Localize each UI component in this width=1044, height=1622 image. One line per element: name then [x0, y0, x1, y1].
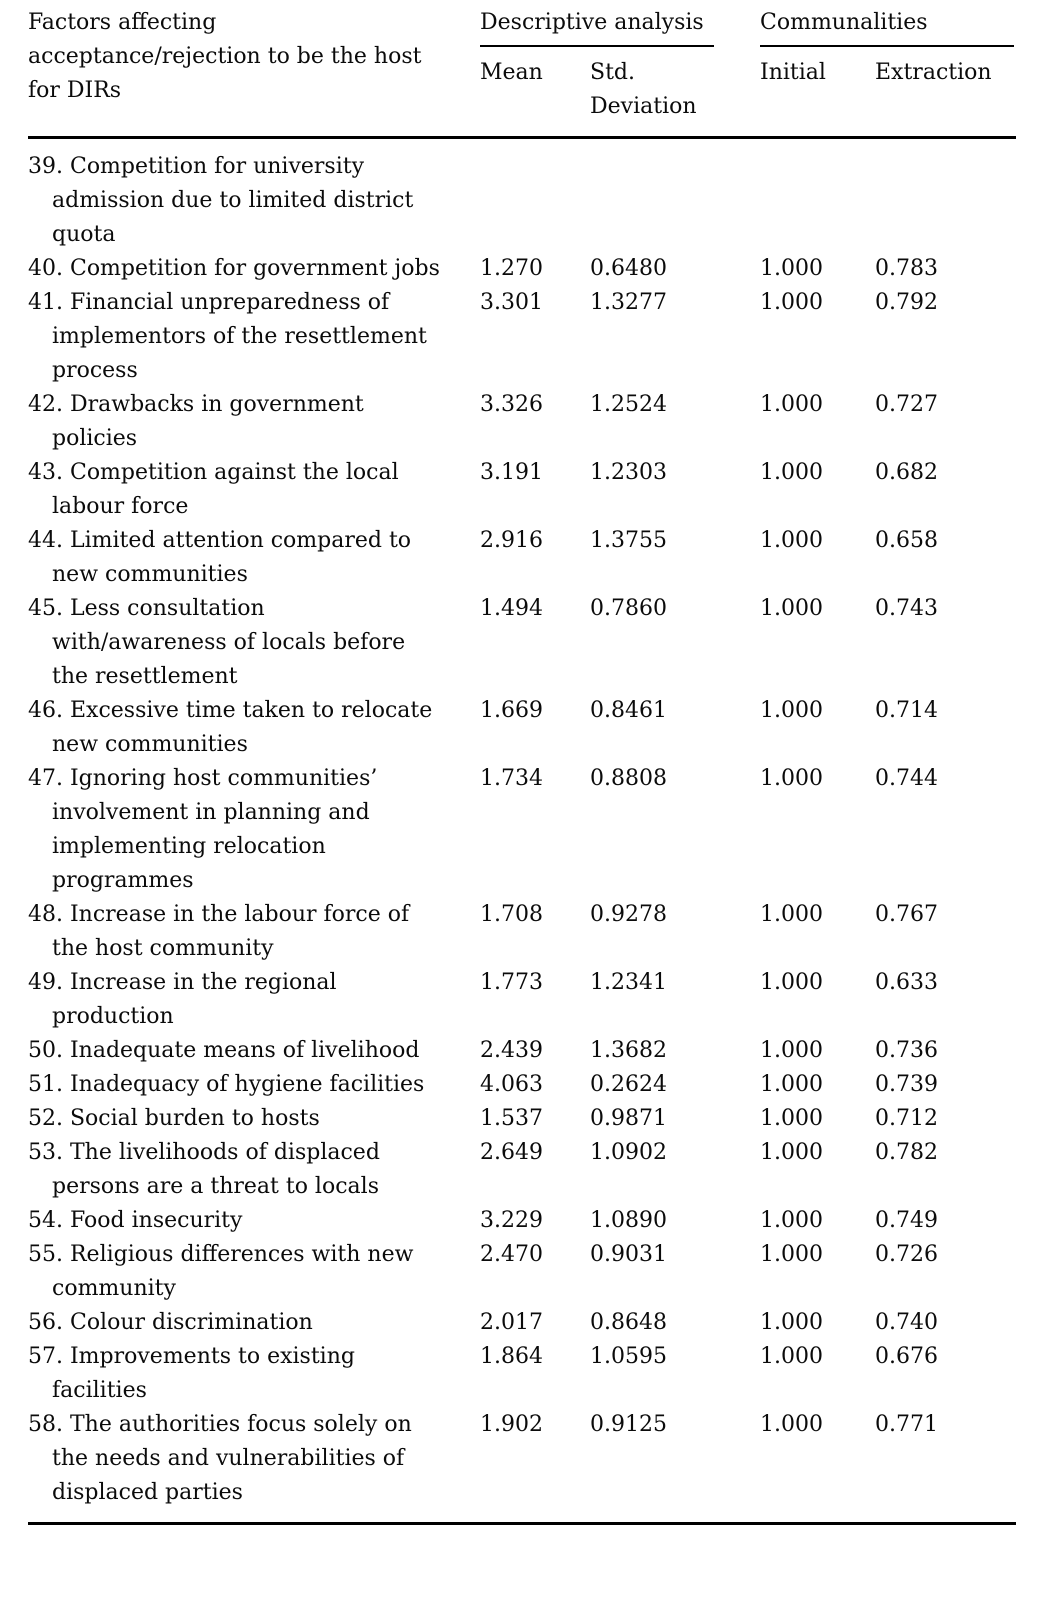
mean-cell: 1.708	[480, 902, 543, 927]
table-row	[28, 524, 1016, 592]
mean-cell: 4.063	[480, 1072, 543, 1097]
table-row	[28, 1408, 1016, 1524]
group-header-row	[28, 6, 1016, 47]
std-deviation-cell: 1.0595	[590, 1344, 667, 1369]
factor-cell: 48. Increase in the labour force of the host community	[28, 902, 410, 961]
std-deviation-cell: 0.2624	[590, 1072, 667, 1097]
initial-cell: 1.000	[760, 970, 823, 995]
std-deviation-cell: 1.2303	[590, 460, 667, 485]
factor-cell: 45. Less consultation with/awareness of locals before the resettlement	[28, 596, 406, 689]
extraction-cell: 0.767	[875, 902, 938, 927]
table-row	[28, 286, 1016, 388]
mean-cell: 3.326	[480, 392, 543, 417]
mean-cell: 1.270	[480, 256, 543, 281]
extraction-cell: 0.749	[875, 1208, 938, 1233]
factor-cell: 40. Competition for government jobs	[28, 256, 440, 281]
mean-cell: 1.494	[480, 596, 543, 621]
initial-cell: 1.000	[760, 766, 823, 791]
initial-cell: 1.000	[760, 1038, 823, 1063]
initial-cell: 1.000	[760, 1208, 823, 1233]
factor-cell: 46. Excessive time taken to relocate new communities	[28, 698, 433, 757]
factor-cell: 43. Competition against the local labour force	[28, 460, 399, 519]
extraction-cell: 0.633	[875, 970, 938, 995]
table-body	[28, 138, 1016, 1524]
column-header-initial: Initial	[760, 47, 875, 138]
group-header-descriptive-label: Descriptive analysis	[480, 6, 714, 47]
std-deviation-cell: 1.3682	[590, 1038, 667, 1063]
column-header-extraction: Extraction	[875, 47, 1016, 138]
factor-cell: 41. Financial unpreparedness of implementors of the resettlement process	[28, 290, 427, 383]
table-row	[28, 694, 1016, 762]
extraction-cell: 0.658	[875, 528, 938, 553]
mean-cell: 2.916	[480, 528, 543, 553]
std-deviation-cell: 1.2524	[590, 392, 667, 417]
group-header-communalities-label: Communalities	[760, 6, 1014, 47]
factor-cell: 55. Religious differences with new community	[28, 1242, 414, 1301]
mean-cell: 3.301	[480, 290, 543, 315]
table-row	[28, 1102, 1016, 1136]
initial-cell: 1.000	[760, 1242, 823, 1267]
std-deviation-cell: 1.3277	[590, 290, 667, 315]
table-row	[28, 1238, 1016, 1306]
std-deviation-cell: 0.8461	[590, 698, 667, 723]
mean-cell: 1.773	[480, 970, 543, 995]
mean-cell	[480, 138, 590, 253]
extraction-cell: 0.676	[875, 1344, 938, 1369]
initial-cell: 1.000	[760, 256, 823, 281]
std-deviation-cell: 0.7860	[590, 596, 667, 621]
table-row	[28, 456, 1016, 524]
table-row	[28, 898, 1016, 966]
extraction-cell: 0.743	[875, 596, 938, 621]
mean-cell: 1.537	[480, 1106, 543, 1131]
extraction-cell: 0.792	[875, 290, 938, 315]
extraction-cell: 0.744	[875, 766, 938, 791]
table-row	[28, 1034, 1016, 1068]
table-row	[28, 1136, 1016, 1204]
factor-cell: 56. Colour discrimination	[28, 1310, 313, 1335]
std-deviation-cell: 1.3755	[590, 528, 667, 553]
factor-cell: 50. Inadequate means of livelihood	[28, 1038, 420, 1063]
initial-cell: 1.000	[760, 1412, 823, 1437]
extraction-cell: 0.736	[875, 1038, 938, 1063]
factor-cell: 42. Drawbacks in government policies	[28, 392, 364, 451]
std-deviation-cell: 0.8808	[590, 766, 667, 791]
std-deviation-cell: 0.9125	[590, 1412, 667, 1437]
std-deviation-cell: 0.8648	[590, 1310, 667, 1335]
extraction-cell	[875, 138, 1016, 253]
column-header-mean: Mean	[480, 47, 590, 138]
initial-cell: 1.000	[760, 1072, 823, 1097]
table-row	[28, 1204, 1016, 1238]
factors-statistics-table	[28, 6, 1016, 1525]
factor-cell: 47. Ignoring host communities’ involvement in planning and implementing relocation programmes	[28, 766, 378, 893]
std-deviation-cell: 0.9278	[590, 902, 667, 927]
table-row	[28, 1306, 1016, 1340]
factor-cell: 49. Increase in the regional production	[28, 970, 337, 1029]
table-row	[28, 388, 1016, 456]
table-row	[28, 1068, 1016, 1102]
initial-cell: 1.000	[760, 290, 823, 315]
table-row	[28, 252, 1016, 286]
table-row	[28, 762, 1016, 898]
mean-cell: 2.017	[480, 1310, 543, 1335]
extraction-cell: 0.771	[875, 1412, 938, 1437]
extraction-cell: 0.740	[875, 1310, 938, 1335]
mean-cell: 3.229	[480, 1208, 543, 1233]
column-header-std-deviation	[590, 47, 760, 138]
mean-cell: 2.649	[480, 1140, 543, 1165]
mean-cell: 2.439	[480, 1038, 543, 1063]
factor-cell: 54. Food insecurity	[28, 1208, 243, 1233]
initial-cell: 1.000	[760, 1310, 823, 1335]
mean-cell: 3.191	[480, 460, 543, 485]
initial-cell: 1.000	[760, 460, 823, 485]
initial-cell: 1.000	[760, 528, 823, 553]
extraction-cell: 0.783	[875, 256, 938, 281]
factor-cell: 39. Competition for university admission due to limited district quota	[28, 154, 414, 247]
factor-column-header: Factors affecting acceptance/rejection to be the host for DIRs	[28, 6, 480, 138]
std-deviation-cell	[590, 138, 760, 253]
std-deviation-cell: 1.2341	[590, 970, 667, 995]
extraction-cell: 0.682	[875, 460, 938, 485]
initial-cell: 1.000	[760, 902, 823, 927]
extraction-cell: 0.739	[875, 1072, 938, 1097]
std-deviation-cell: 0.9871	[590, 1106, 667, 1131]
group-header-descriptive	[480, 6, 760, 47]
mean-cell: 1.734	[480, 766, 543, 791]
group-header-communalities	[760, 6, 1016, 47]
factor-cell: 44. Limited attention compared to new communities	[28, 528, 412, 587]
std-deviation-cell: 1.0902	[590, 1140, 667, 1165]
mean-cell: 1.902	[480, 1412, 543, 1437]
table-row	[28, 1340, 1016, 1408]
table-row	[28, 138, 1016, 253]
initial-cell	[760, 138, 875, 253]
extraction-cell: 0.712	[875, 1106, 938, 1131]
std-deviation-cell: 1.0890	[590, 1208, 667, 1233]
extraction-cell: 0.714	[875, 698, 938, 723]
initial-cell: 1.000	[760, 1106, 823, 1131]
initial-cell: 1.000	[760, 392, 823, 417]
initial-cell: 1.000	[760, 1140, 823, 1165]
factor-cell: 52. Social burden to hosts	[28, 1106, 320, 1131]
initial-cell: 1.000	[760, 698, 823, 723]
mean-cell: 1.669	[480, 698, 543, 723]
column-header-std-deviation-label: Std. Deviation	[590, 60, 697, 119]
factor-cell: 57. Improvements to existing facilities	[28, 1344, 355, 1403]
table-row	[28, 966, 1016, 1034]
mean-cell: 2.470	[480, 1242, 543, 1267]
mean-cell: 1.864	[480, 1344, 543, 1369]
table-header	[28, 6, 1016, 138]
std-deviation-cell: 0.9031	[590, 1242, 667, 1267]
table-row	[28, 592, 1016, 694]
initial-cell: 1.000	[760, 596, 823, 621]
factor-cell: 51. Inadequacy of hygiene facilities	[28, 1072, 425, 1097]
factor-cell: 58. The authorities focus solely on the needs and vulnerabilities of displaced parties	[28, 1412, 412, 1505]
extraction-cell: 0.727	[875, 392, 938, 417]
std-deviation-cell: 0.6480	[590, 256, 667, 281]
factor-cell: 53. The livelihoods of displaced persons are a threat to locals	[28, 1140, 380, 1199]
initial-cell: 1.000	[760, 1344, 823, 1369]
extraction-cell: 0.726	[875, 1242, 938, 1267]
extraction-cell: 0.782	[875, 1140, 938, 1165]
